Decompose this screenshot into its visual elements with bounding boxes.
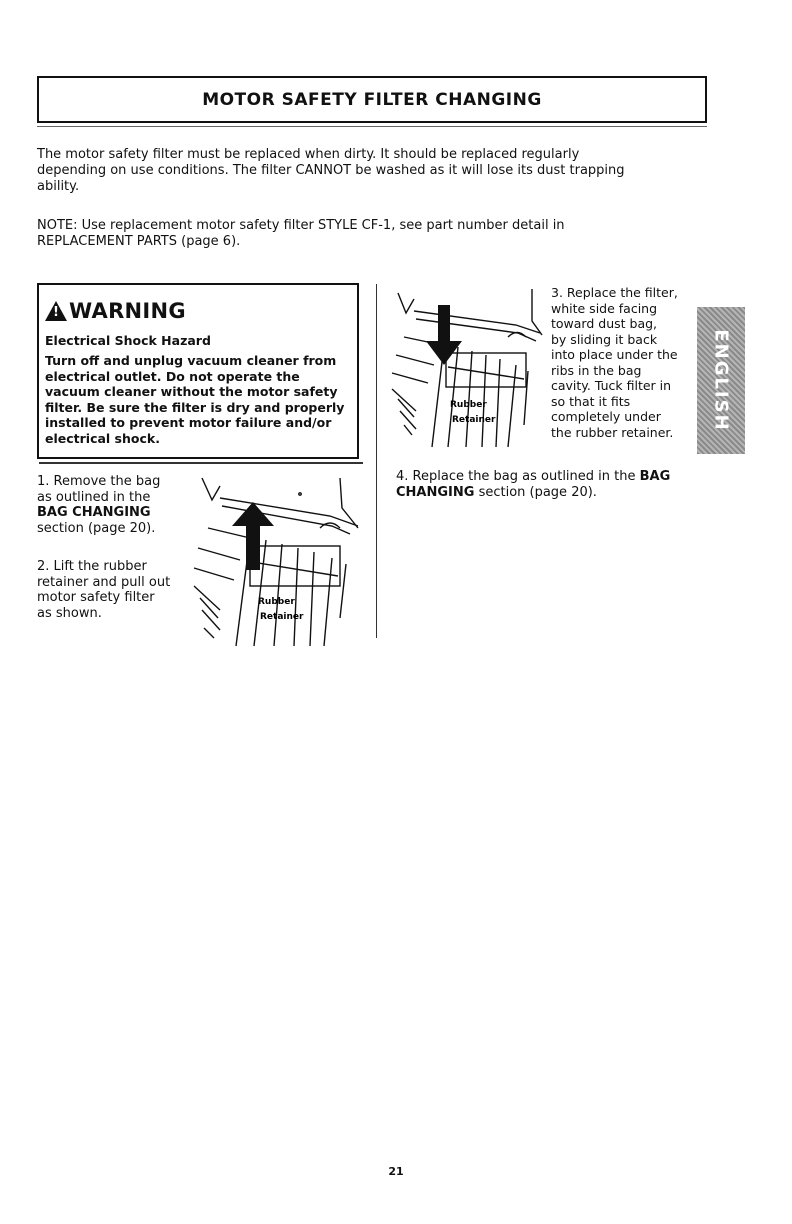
step-3-line: completely under	[551, 409, 661, 424]
step-4-text: 4. Replace the bag as outlined in the	[396, 469, 636, 484]
page-number: 21	[388, 1165, 404, 1178]
step-1-line: as outlined in the	[37, 489, 151, 505]
filter-removal-illustration	[190, 468, 370, 650]
step-4	[396, 469, 670, 500]
language-side-tab	[697, 307, 745, 454]
warning-body	[45, 353, 355, 447]
step-2	[37, 559, 170, 621]
warning-box	[37, 283, 359, 459]
step-4-bold: BAG	[639, 469, 671, 484]
warning-subtitle: Electrical Shock Hazard	[45, 333, 211, 348]
note-paragraph	[37, 218, 717, 250]
step-3-line: so that it fits	[551, 393, 631, 409]
step-4-bold: CHANGING	[396, 484, 475, 500]
step-1-line: section (page 20).	[37, 520, 156, 536]
warning-heading	[45, 299, 186, 323]
step-4-text: section (page 20).	[478, 484, 597, 500]
intro-line: ability.	[37, 179, 80, 194]
step-2-line: motor safety filter	[37, 590, 155, 606]
step-3-line: 3. Replace the filter,	[551, 285, 678, 300]
step-1-bold: BAG CHANGING	[37, 505, 151, 521]
warning-line: Turn off and unplug vacuum cleaner from	[45, 353, 337, 368]
intro-line: depending on use conditions. The filter CANNOT be washed as it will lose its dust trapping	[37, 163, 625, 178]
warning-triangle-icon: !	[45, 301, 67, 321]
filter-replacement-illustration	[390, 285, 545, 450]
note-line: NOTE: Use replacement motor safety filter STYLE CF-1, see part number detail in	[37, 218, 565, 233]
warning-line: vacuum cleaner without the motor safety	[45, 384, 338, 400]
warning-line: filter. Be sure the filter is dry and properly	[45, 399, 345, 415]
page-title: MOTOR SAFETY FILTER CHANGING	[202, 90, 542, 110]
warning-line: installed to prevent motor failure and/or	[45, 415, 332, 431]
step-3-line: into place under the	[551, 347, 678, 362]
step-3-line: white side facing	[551, 300, 658, 316]
side-tab-label: ENGLISH	[710, 329, 732, 432]
figure-1-label: Retainer	[260, 612, 304, 622]
figure-2-label: Retainer	[452, 415, 496, 425]
step-3	[551, 285, 678, 440]
step-2-line: 2. Lift the rubber	[37, 559, 147, 574]
warning-shadow	[39, 457, 363, 464]
step-3-line: by sliding it back	[551, 331, 658, 347]
title-box	[37, 76, 707, 123]
step-1-line: 1. Remove the bag	[37, 474, 161, 489]
figure-1-label: Rubber	[258, 597, 295, 607]
warning-line: electrical shock.	[45, 430, 160, 446]
warning-title: WARNING	[69, 299, 186, 323]
step-3-line: ribs in the bag	[551, 362, 642, 378]
step-1	[37, 474, 160, 536]
step-3-line: cavity. Tuck filter in	[551, 378, 672, 393]
step-2-line: as shown.	[37, 605, 102, 621]
step-3-line: toward dust bag,	[551, 316, 658, 331]
intro-paragraph	[37, 147, 717, 195]
intro-line: The motor safety filter must be replaced when dirty. It should be replaced regularly	[37, 147, 580, 162]
column-divider	[376, 284, 377, 638]
note-line: REPLACEMENT PARTS (page 6).	[37, 234, 241, 249]
figure-2-label: Rubber	[450, 400, 487, 410]
step-2-line: retainer and pull out	[37, 574, 171, 590]
warning-line: electrical outlet. Do not operate the	[45, 368, 300, 384]
step-3-line: the rubber retainer.	[551, 424, 674, 440]
